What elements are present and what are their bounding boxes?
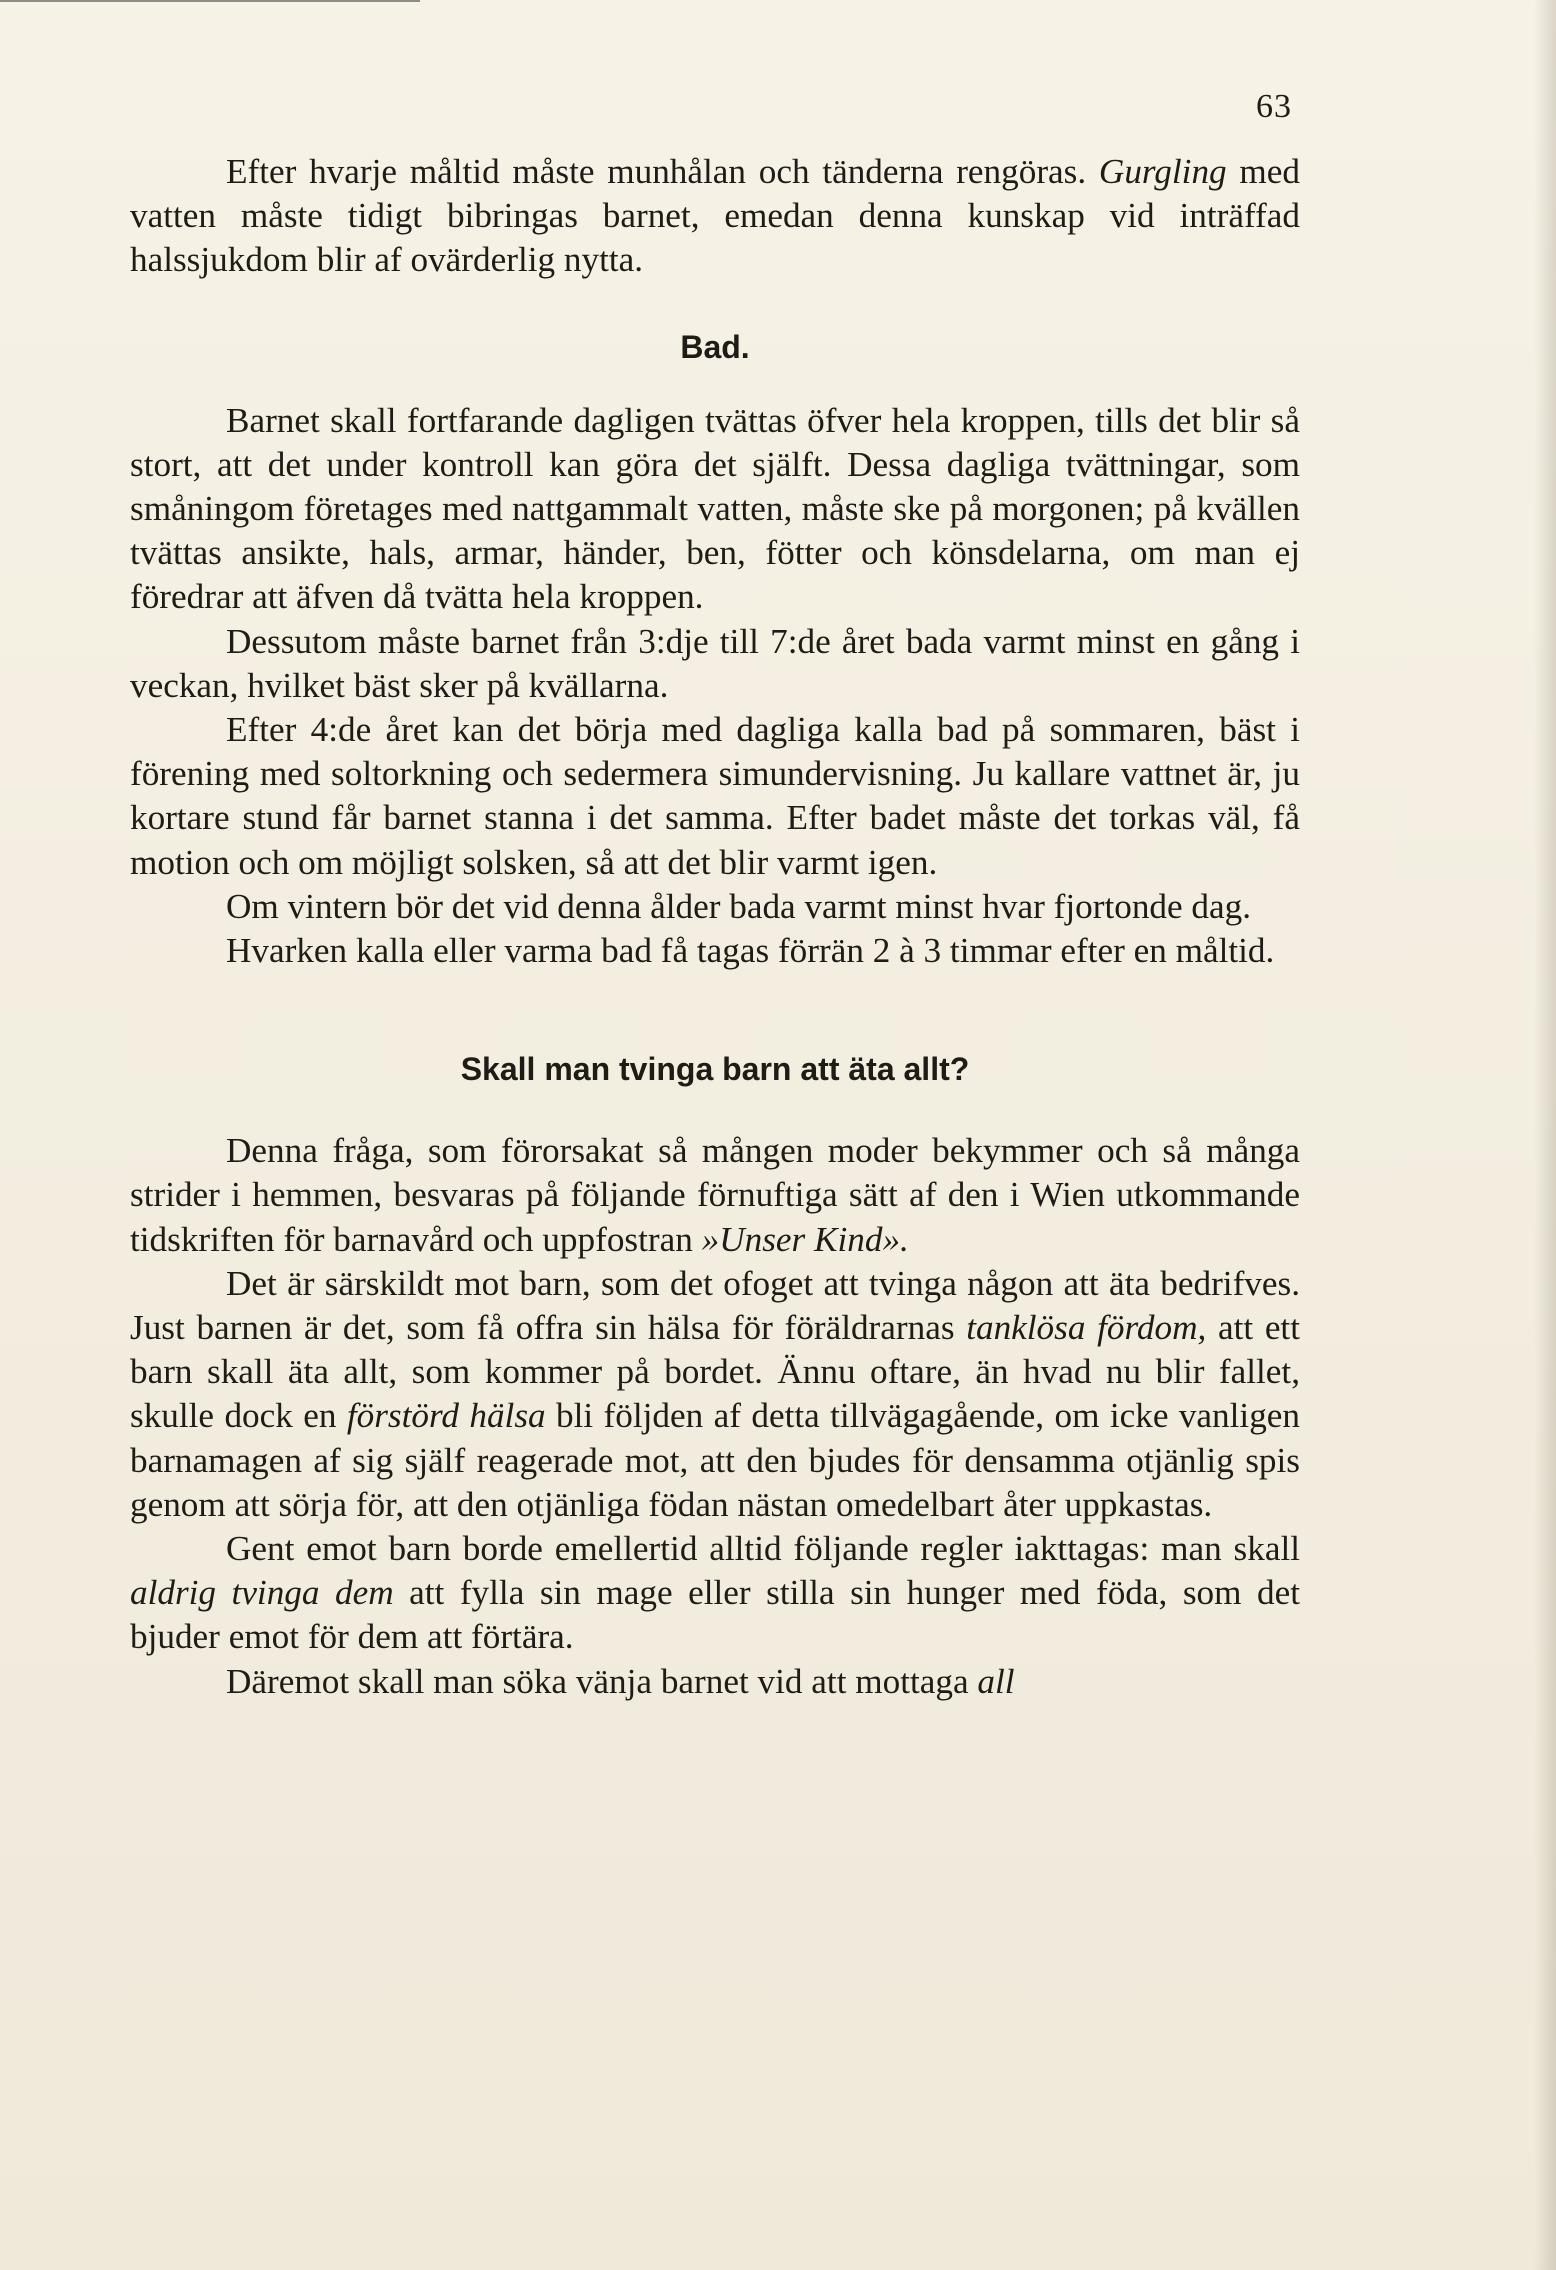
skall-p1-text: Denna fråga, som förorsakat så mången moder bekymmer och så många strider i hemmen, besvaras på följande förnuftiga sätt af den i Wien utkommande tidskriften för barnavård och uppfostran	[130, 1131, 1300, 1259]
scan-top-edge-line	[0, 0, 420, 2]
skall-paragraph-1	[130, 1129, 1300, 1262]
intro-text-start: Efter hvarje måltid måste munhålan och tänderna rengöras.	[226, 152, 1099, 191]
intro-text-end: med vatten måste tidigt bibringas barnet, emedan denna kunskap vid inträffad halssjukdom blir af ovärderlig nytta.	[130, 152, 1300, 280]
skall-p4-text: Däremot skall man söka vänja barnet vid att mottaga	[226, 1661, 978, 1701]
section-heading-skall: Skall man tvinga barn att äta allt?	[460, 1051, 970, 1088]
skall-p3-italic: aldrig tvinga dem	[130, 1573, 394, 1613]
bad-paragraph-5: Hvarken kalla eller varma bad få tagas förrän 2 à 3 timmar efter en måltid.	[226, 931, 1275, 971]
text-column	[130, 150, 1300, 1704]
skall-paragraph-4	[130, 1660, 1300, 1704]
bad-paragraph-2: Dessutom måste barnet från 3:dje till 7:de året bada varmt minst en gång i veckan, hvilket bäst sker på kvällarna.	[130, 621, 1300, 705]
page-edge-shadow	[1534, 0, 1556, 2270]
intro-italic-term: Gurgling	[1098, 152, 1227, 191]
skall-paragraph-2	[130, 1262, 1300, 1527]
skall-p2-text-b: att ett barn skall äta allt, som kommer på bordet. Ännu oftare, än hvad nu blir fallet, skulle dock en	[130, 1308, 1300, 1436]
bad-paragraph-1: Barnet skall fortfarande dagligen tvättas öfver hela kroppen, tills det blir så stort, att det under kontroll kan göra det själft. Dessa dagliga tvättningar, som småningom företages med nattgammalt vatten, måste ske på morgonen; på kvällen tvättas ansikte, hals, armar, händer, ben, fötter och könsdelarna, om man ej föredrar att äfven då tvätta hela kroppen.	[130, 400, 1300, 617]
skall-p2-text-a: Det är särskildt mot barn, som det ofoget att tvinga någon att äta bedrifves. Just barnen är det, som få offra sin hälsa för föräldrarnas	[130, 1263, 1300, 1348]
page-number: 63	[1256, 88, 1292, 125]
skall-paragraph-3	[130, 1527, 1300, 1660]
bad-paragraph-3: Efter 4:de året kan det börja med dagliga kalla bad på sommaren, bäst i förening med soltorkning och sedermera simundervisning. Ju kallare vattnet är, ju kortare stund får barnet stanna i det samma. Efter badet måste det torkas väl, få motion och om möjligt solsken, så att det blir varmt igen.	[130, 710, 1300, 882]
skall-p2-italic-2: förstörd hälsa	[346, 1396, 546, 1436]
skall-p3-text-b: att fylla sin mage eller stilla sin hunger med föda, som det bjuder emot för dem att förtära.	[130, 1573, 1300, 1657]
skall-p1-italic: »Unser Kind».	[701, 1219, 909, 1259]
skall-p2-italic-1: tanklösa fördom,	[966, 1308, 1207, 1348]
intro-paragraph	[130, 150, 1300, 283]
skall-p4-italic: all	[977, 1661, 1015, 1701]
skall-p3-text-a: Gent emot barn borde emellertid alltid följande regler iakttagas: man skall	[226, 1529, 1300, 1569]
section-heading-bad: Bad.	[680, 328, 750, 365]
bad-paragraph-4: Om vintern bör det vid denna ålder bada varmt minst hvar fjortonde dag.	[226, 886, 1252, 926]
skall-p2-text-c: bli följden af detta tillvägagående, om icke vanligen barnamagen af sig själf reagerade mot, att den bjudes för densamma otjänlig spis genom att sörja för, att den otjänliga födan nästan omedelbart åter uppkastas.	[130, 1396, 1301, 1524]
